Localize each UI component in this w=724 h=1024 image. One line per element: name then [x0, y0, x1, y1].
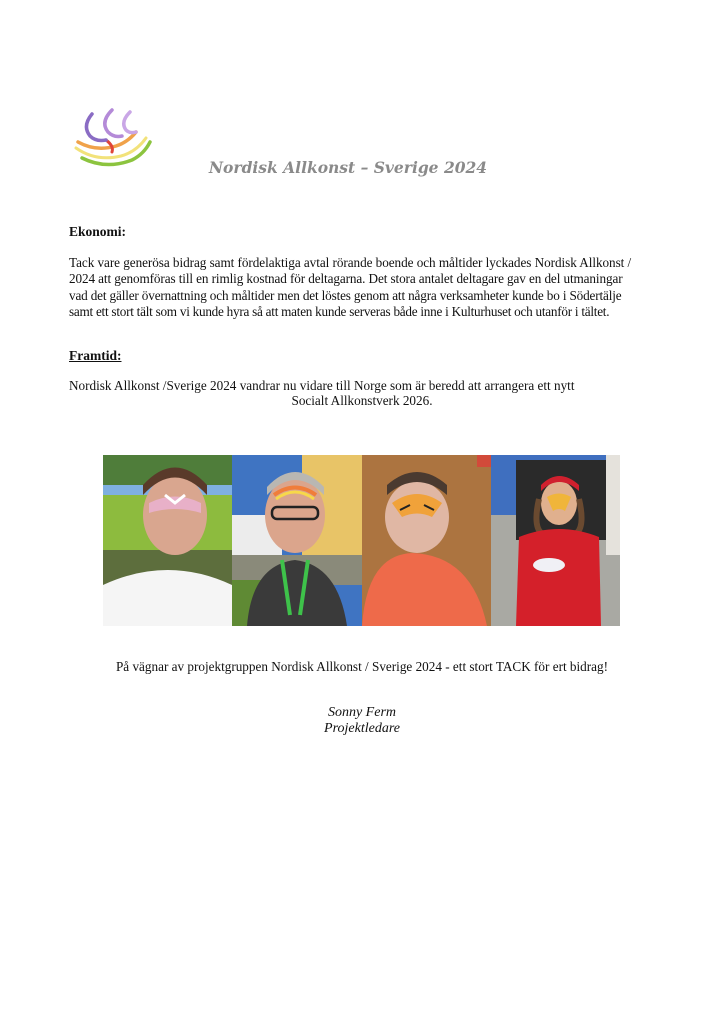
closing-thanks: På vägnar av projektgruppen Nordisk Allkonst / Sverige 2024 - ett stort TACK för ert bidrag! — [115, 659, 609, 674]
ekonomi-paragraph — [69, 255, 659, 320]
ekonomi-line: vad det gäller övernattning och måltider men det löstes genom att några verksamheter kunde bo i Södertälje — [69, 287, 622, 303]
signature-block — [0, 705, 724, 737]
photo-man-rainbow-face-paint — [232, 455, 362, 626]
framtid-heading: Framtid: — [69, 348, 122, 363]
signature-role: Projektledare — [324, 721, 400, 736]
document-title-text: Nordisk Allkonst – Sverige 2024 — [208, 158, 488, 177]
framtid-line-1: Nordisk Allkonst /Sverige 2024 vandrar nu vidare till Norge som är beredd att arrangera ett nytt — [69, 378, 575, 393]
photo-girl-red-cap — [491, 455, 620, 626]
ekonomi-heading: Ekonomi: — [69, 224, 127, 239]
photo-man-tiger-face-paint — [362, 455, 491, 626]
ekonomi-line: Tack vare generösa bidrag samt fördelaktiga avtal rörande boende och måltider lyckades Nordisk Allkonst / — [69, 255, 632, 270]
ekonomi-line: samt ett stort tält som vi kunde hyra så att maten kunde serveras både inne i Kulturhuset och utanför i tältet. — [69, 303, 610, 319]
signature-name: Sonny Ferm — [327, 705, 397, 720]
framtid-line-2: Socialt Allkonstverk 2026. — [291, 393, 433, 408]
document-title — [0, 158, 724, 177]
photo-strip — [103, 455, 620, 626]
photo-woman-face-paint — [103, 455, 232, 626]
ekonomi-line: 2024 att genomföras till en rimlig kostnad för deltagarna. Det stora antalet deltagare gav en del utmaningar — [69, 271, 623, 287]
